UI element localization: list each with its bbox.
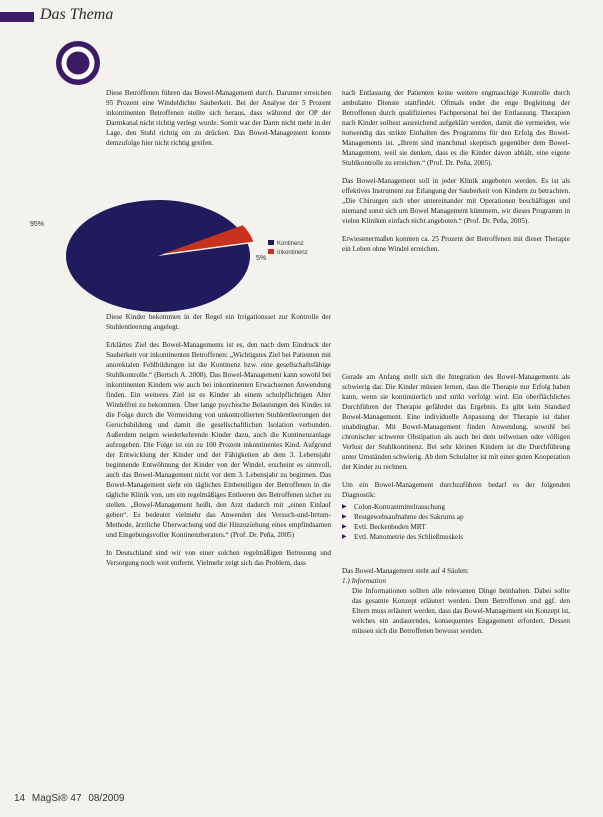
pillar-title: 1.) Information [342,577,386,585]
pie-value-label: 95% [30,221,45,228]
list-item: ▶ Evtl. Manometrie des Schließmuskels [342,532,570,542]
legend-swatch [268,240,274,245]
pie-slice-kontinenz [66,200,250,312]
column2-paragraph: Um ein Bowel-Management durchzuführen bedarf es der folgenden Diagnostik: [342,481,570,499]
section-title: Das Thema [40,6,114,23]
issue-date: 08/2009 [88,793,125,804]
legend-label: Inkontinenz [277,250,308,256]
pillar-text: Die Informationen sollten alle relevanten Dinge beinhalten. Dabei sollte das gesamte Konzept erläutert werden. Dem Betroffenen und ggf. den Eltern muss erläutert werden, dass das Bowel-Management ein Konzept ist, welches ein andauerndes, konsequentes Engagement erfordert. Dessen müssen sich die Betroffenen bewusst werden. [352,587,570,635]
legend-swatch [268,249,274,254]
column2-paragraph: Erwiesenermaßen konnten ca. 25 Prozent der Betroffenen mit dieser Therapie ein Leben ohne Windel erreichen. [342,235,570,253]
column1-top [106,88,331,156]
header-accent-bar [0,12,34,22]
list-item: ▶ Evtl. Beckenboden MRT [342,522,570,532]
magazine-name: MagSi® 47 [31,793,82,804]
section-header [0,6,200,26]
list-item: ▶ Colon-Kontrastmittelrauschung [342,502,570,512]
continence-pie-chart [28,198,348,318]
column1-paragraph: In Deutschland sind wir von einer solchen regelmäßigen Betreuung und Versorgung noch weit entfernt. Vielmehr zeigt sich das Problem, dass [106,549,331,567]
column1-paragraph: Diese Betroffenen führen das Bowel-Management durch. Darunter erreichen 95 Prozent eine Windeldichte Sauberkeit. Bei der Analyse der 5 Prozent inkontinenten Betroffenen stellte sich heraus, dass während der OP der Darmkanal nicht richtig verlegt wurde. Somit war der Darm nicht mehr in der Lage, den Stuhl richtig ein zu drücken. Das Bowel-Management konnte demzufolge hier nicht richtig greifen. [106,89,331,147]
column2-middle [342,372,570,550]
column1-paragraph: Erklärtes Ziel des Bowel-Managements ist es, den nach dem Eindruck der Sauberkeit vor inkontinenten Betroffenen: „Wichtigstes Ziel bei Patienten mit anorektalen Fehlbildungen ist die Kontinenz bzw. eine gesellschaftsfähige Stuhlkontrolle.“ (Bertsch A. 2008). Das Bowel-Management kann sowohl bei inkontinenten Kindern wie auch bei inkontinenten Erwachsenen Anwendung finden. Ein weiteres Ziel ist es Kinder ab einem schulpflichtigen Alter Windelfrei zu bekommen. Über lange psychische Belastungen des Kindes ist die Folge durch die Vermeidung von unkontrollierten Stuhlentleerungen der Geruchsbildung und damit die gesellschaftlichen Isolation verbunden. Außerdem neigen wiederkehrende Kinder dazu, auch die Kontinenzanlage aufzugeben. Die Folge ist ein zu 100 Prozent inkontinentes Kind. Aufgrund der Entwicklung der Kinder und der Fähigkeiten ab dem 3. Lebensjahr beginnende Entwöhnung der Kinder von der Windel, erscheint es sinnvoll, auch das Bowel-Management nicht vor dem 3. Lebensjahr zu beginnen. Das Bowel-Management sieht ein tägliches Einbeteiligen der Betroffenen in die tägliche Klinik von, um ein regelmäßiges Entleeren des Betroffenen sicher zu stellen. „Bowel-Management heißt, den Arzt dadurch mit „einen Einlauf geben“. Es bedeutet vielmehr das Anwenden des Versuch-und-Irrtum-Methode, ärztliche Überwachung und die Hinzuziehung eines empfindsamen und Eingebungsvoller Kontinenzberaters.“ (Prof. Dr. Peña, 2005) [106,341,331,539]
pie-value-label: 5% [256,255,267,262]
column1-paragraph: Diese Kinder bekommen in der Regel ein Irrigationsset zur Kontrolle der Stuhlentleerung angelegt. [106,313,331,331]
column2-bottom [342,566,570,644]
column2-top [342,88,570,262]
column2-paragraph: nach Entlassung der Patienten keine weitere engmaschige Kontrolle durch ambulante Dienste stattfindet. Oftmals endet die enge Begleitung der Betroffenen durch qualifiziertes Fachpersonal bei der Entlassung. Therapien nach Kinder solltest ausreichend aufgeklärt werden, damit die vermeiden, wie notwendig das strikte Einhalten des Programms für den Erfolg des Bowel-Managements ist. „Ihrem sind manchmal skeptisch gegenüber dem Bowel-Management, weil sie denken, dass es die Kinder davon abhält, eine eigene Stuhlkontrolle zu erreichen.“ (Prof. Dr. Peña, 2005). [342,89,570,167]
diagnostics-list [342,502,570,542]
column1-body [106,312,331,576]
column2-paragraph: Gerade am Anfang stellt sich die Integration des Bowel-Managements als schwierig dar. Die Kinder müssen lernen, dass die Therapie nur Erfolg haben kann, wenn sie kontinuierlich und strikt verfolgt wird. Ein oberflächliches Durchführen der Therapie gefährdet das Ergebnis. Es gibt kein Standard Bowel-Management. Eine individuelle Anpassung der Therapie ist daher unabdingbar. Mit Bowel-Management finden Anwendung, sowohl bei chronischer schwerer Obstipation als auch bei dem teilweisen oder völligen Verlust der Stuhlkontinenz. Bei sehr kleinen Kindern ist die Durchführung unter Umständen schwierig. Ab dem Schulalter ist mit einer guten Kooperation der Kinder zu rechnen. [342,373,570,471]
legend-label: Kontinenz [277,241,304,247]
page-footer [14,793,128,804]
column2-paragraph: Das Bowel-Management steht auf 4 Säulen: [342,567,469,575]
magazine-logo-icon [55,40,101,86]
page-number: 14 [14,793,26,804]
column2-paragraph: Das Bowel-Management soll in jeder Klinik angeboten werden. Es ist als effektives Instrument zur Erlangung der Sauberkeit von Kindern zu betrachten. „Die Chirurgen sich eher untereinander mit Operationen beschäftigen und niemand sonst sich um Bowel Management kümmern, wir dieses Programm in vielen Kliniken einfach nicht angeboten.“ (Prof. Dr. Peña, 2005). [342,177,570,225]
list-item: ▶ Restgewebsaufnahme des Sakrums ap [342,512,570,522]
